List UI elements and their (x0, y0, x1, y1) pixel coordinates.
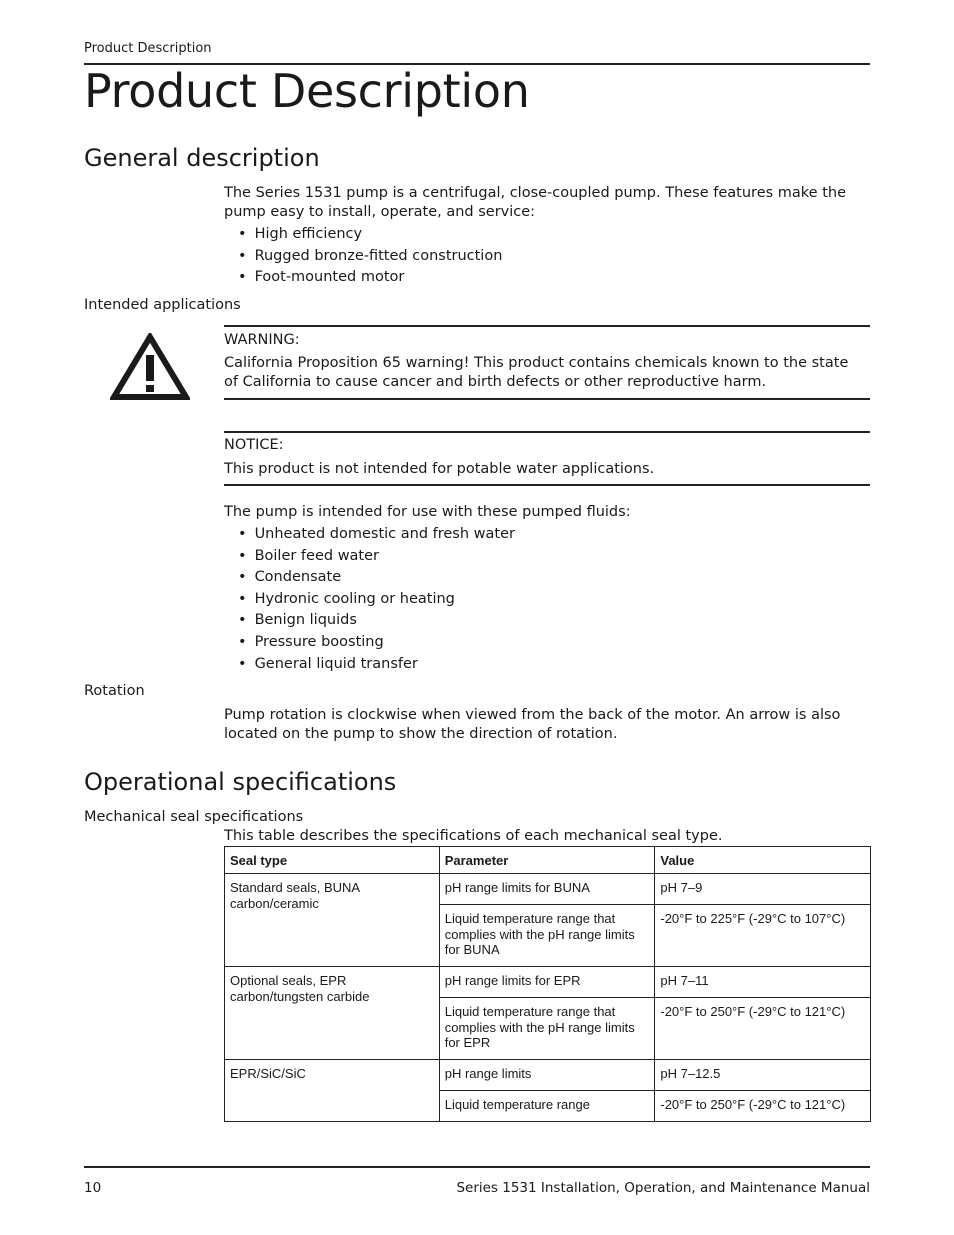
page-number: 10 (84, 1180, 102, 1196)
parameter-cell: Liquid temperature range that complies with the pH range limits for BUNA (439, 905, 655, 967)
table-row (225, 1060, 871, 1091)
notice-box (224, 431, 870, 486)
parameter-cell: pH range limits for BUNA (439, 874, 655, 905)
rotation-text: Pump rotation is clockwise when viewed from the back of the motor. An arrow is also located on the pump to show the direction of rotation. (224, 707, 841, 742)
table-header-row (225, 847, 871, 874)
general-description-heading: General description (84, 144, 320, 172)
fluids-list (238, 524, 515, 675)
value-cell: pH 7–11 (655, 967, 871, 998)
list-item: • Foot-mounted motor (238, 267, 502, 289)
table-row (225, 874, 871, 905)
table-row (225, 967, 871, 998)
mechanical-seal-heading: Mechanical seal specifications (84, 809, 304, 825)
general-intro: The Series 1531 pump is a centrifugal, close-coupled pump. These features make the pump easy to install, operate, and service: (224, 185, 846, 220)
notice-label: NOTICE: (224, 437, 284, 453)
page-title: Product Description (84, 64, 530, 118)
seal-type-cell: EPR/SiC/SiC (225, 1060, 440, 1122)
running-header: Product Description (84, 41, 212, 56)
seal-type-cell: Optional seals, EPR carbon/tungsten carbide (225, 967, 440, 1060)
list-item: • Boiler feed water (238, 546, 515, 568)
operational-specifications-heading: Operational specifications (84, 768, 397, 796)
warning-triangle-icon (110, 333, 190, 401)
manual-title: Series 1531 Installation, Operation, and Maintenance Manual (456, 1180, 870, 1196)
value-cell: pH 7–9 (655, 874, 871, 905)
value-cell: -20°F to 225°F (-29°C to 107°C) (655, 905, 871, 967)
notice-text: This product is not intended for potable water applications. (224, 461, 655, 477)
list-item: • Benign liquids (238, 610, 515, 632)
list-item: • Rugged bronze-fitted construction (238, 246, 502, 268)
seal-type-cell: Standard seals, BUNA carbon/ceramic (225, 874, 440, 967)
table-intro: This table describes the specifications of each mechanical seal type. (224, 828, 723, 844)
parameter-cell: pH range limits (439, 1060, 655, 1091)
list-item: • Condensate (238, 567, 515, 589)
seal-spec-table (224, 846, 871, 1122)
list-item: • General liquid transfer (238, 654, 515, 676)
column-header: Value (655, 847, 871, 874)
warning-box (224, 325, 870, 400)
list-item: • High efficiency (238, 224, 502, 246)
column-header: Parameter (439, 847, 655, 874)
list-item: • Hydronic cooling or heating (238, 589, 515, 611)
footer-rule (84, 1166, 870, 1168)
warning-text: California Proposition 65 warning! This product contains chemicals known to the state of California to cause cancer and birth defects or other reproductive harm. (224, 355, 849, 390)
list-item: • Unheated domestic and fresh water (238, 524, 515, 546)
fluids-intro: The pump is intended for use with these pumped fluids: (224, 504, 631, 520)
warning-label: WARNING: (224, 332, 300, 348)
value-cell: -20°F to 250°F (-29°C to 121°C) (655, 1091, 871, 1122)
parameter-cell: pH range limits for EPR (439, 967, 655, 998)
value-cell: -20°F to 250°F (-29°C to 121°C) (655, 998, 871, 1060)
feature-list (238, 224, 502, 289)
intended-applications-heading: Intended applications (84, 297, 241, 313)
list-item: • Pressure boosting (238, 632, 515, 654)
value-cell: pH 7–12.5 (655, 1060, 871, 1091)
column-header: Seal type (225, 847, 440, 874)
rotation-heading: Rotation (84, 683, 145, 699)
parameter-cell: Liquid temperature range that complies with the pH range limits for EPR (439, 998, 655, 1060)
parameter-cell: Liquid temperature range (439, 1091, 655, 1122)
